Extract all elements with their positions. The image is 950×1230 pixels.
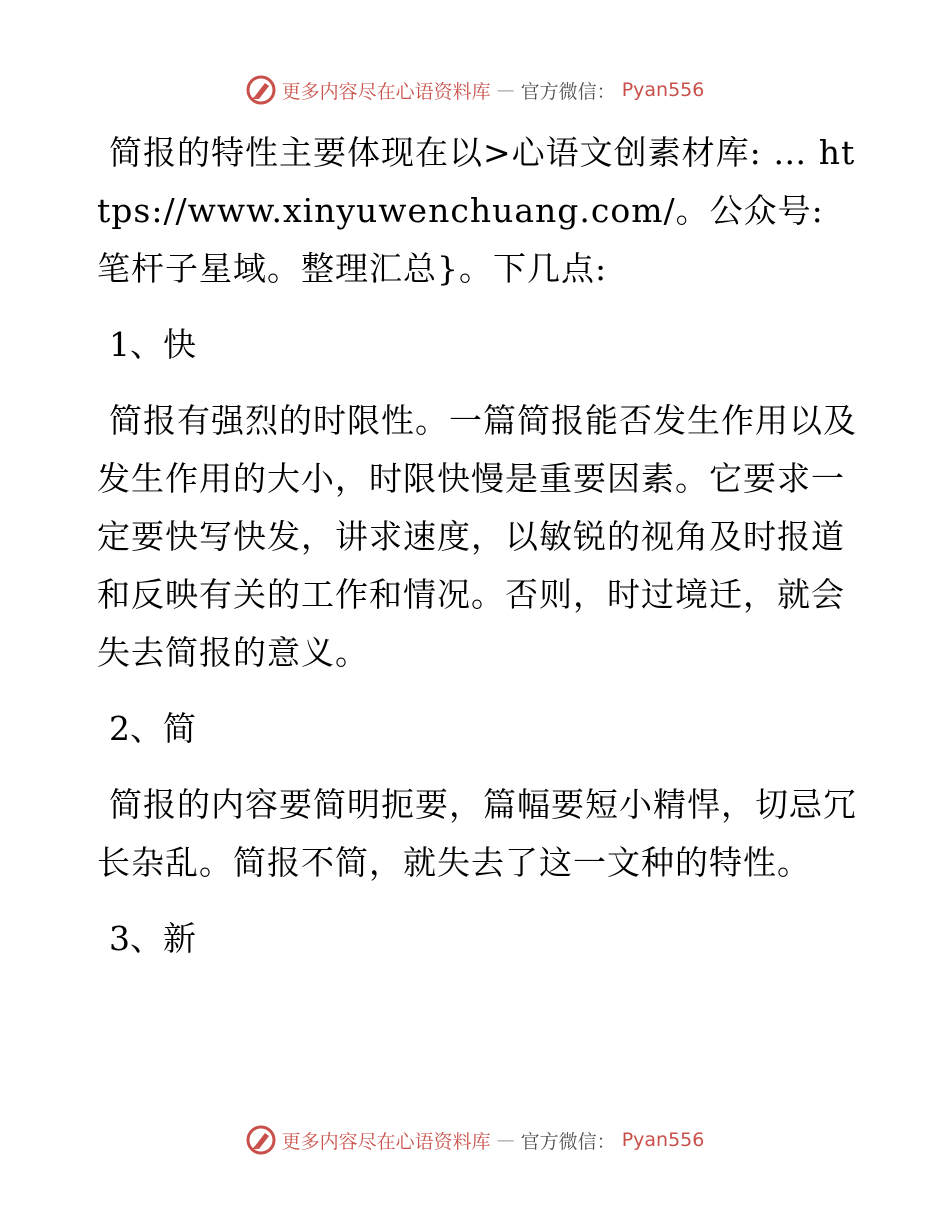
- footer-banner: [0, 1120, 950, 1160]
- banner-separator: —: [496, 1129, 515, 1151]
- section-heading-2: 2、简: [109, 709, 196, 748]
- section-paragraph-2: 简报的内容要简明扼要，篇幅要短小精悍，切忌冗长杂乱。简报不简，就失去了这一文种的特性。: [97, 785, 857, 882]
- banner-wechat-label: 官方微信：: [520, 80, 616, 103]
- banner-account: Pyan556: [621, 1129, 705, 1151]
- banner-text: 更多内容尽在心语资料库: [281, 80, 491, 103]
- banner-separator: —: [496, 79, 515, 101]
- banner-account: Pyan556: [621, 79, 705, 101]
- section-heading-1: 1、快: [109, 325, 196, 364]
- banner-text: 更多内容尽在心语资料库: [281, 1130, 491, 1153]
- banner-wechat-label: 官方微信：: [520, 1130, 616, 1153]
- intro-paragraph: 简报的特性主要体现在以>心语文创素材库: … https://www.xinyuwenchuang.com/。公众号: 笔杆子星域。整理汇总}。下几点:: [97, 133, 856, 288]
- document-body: [97, 124, 857, 986]
- pen-nib-icon: [246, 1125, 276, 1155]
- header-banner: [0, 70, 950, 110]
- section-heading-3: 3、新: [109, 919, 196, 958]
- section-paragraph-1: 简报有强烈的时限性。一篇简报能否发生作用以及发生作用的大小，时限快慢是重要因素。它要求一定要快写快发，讲求速度，以敏锐的视角及时报道和反映有关的工作和情况。否则，时过境迁，就会失去简报的意义。: [97, 401, 857, 672]
- pen-nib-icon: [246, 75, 276, 105]
